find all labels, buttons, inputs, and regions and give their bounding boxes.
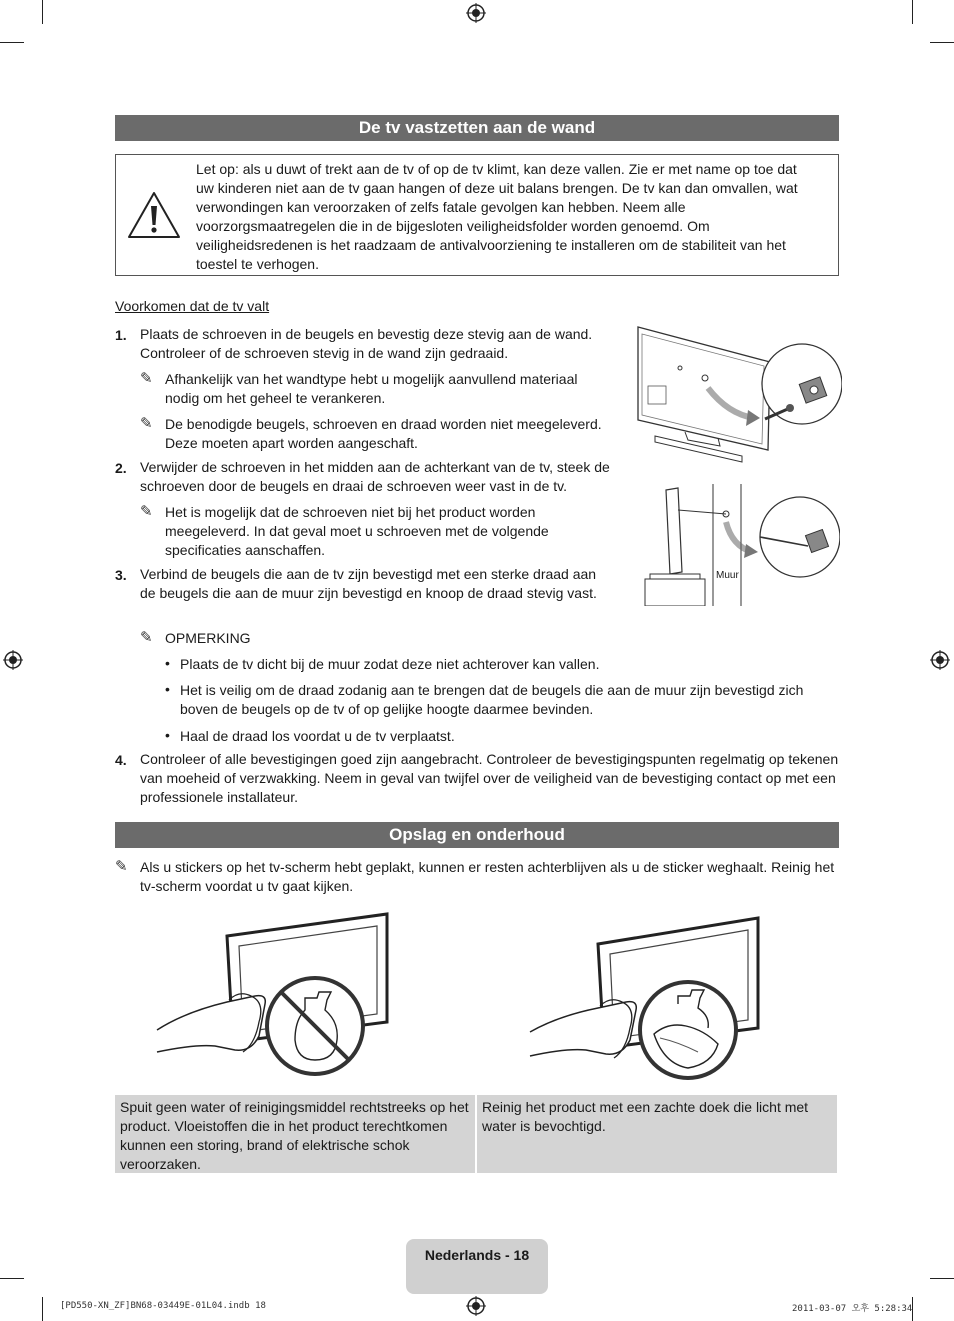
note-icon: ✎ <box>140 415 153 432</box>
note-text: Het is mogelijk dat de schroeven niet bij het product worden meegeleverd. In dat geval moet u schroeven met de volgende specificaties aanschaffen. <box>165 504 549 558</box>
note-text: Afhankelijk van het wandtype hebt u mogelijk aanvullend materiaal nodig om het geheel te verankeren. <box>165 371 578 406</box>
note-text: De benodigde beugels, schroeven en draad worden niet meegeleverd. Deze moeten apart worden aangeschaft. <box>165 416 602 451</box>
crop-mark <box>0 1278 24 1279</box>
step-text: Verbind de beugels die aan de tv zijn bevestigd met een sterke draad aan de beugels die aan de muur zijn bevestigd en knoop de draad stevig vast. <box>140 566 597 601</box>
page-label: Nederlands - 18 <box>424 1247 530 1263</box>
wall-label: Muur <box>716 570 739 581</box>
tv-wall-cord-illustration <box>640 482 840 606</box>
print-slug-right: 2011-03-07 오후 5:28:34 <box>792 1304 913 1314</box>
crop-mark <box>912 0 913 24</box>
note-icon: ✎ <box>115 858 128 875</box>
note-icon: ✎ <box>140 629 153 646</box>
sticker-note-text: Als u stickers op het tv-scherm hebt geplakt, kunnen er resten achterblijven als u de sticker weghaalt. Reinig het tv-scherm voordat u tv gaat kijken. <box>140 859 835 894</box>
bullet-icon: • <box>165 655 170 671</box>
crop-mark <box>930 1278 954 1279</box>
step-text: Verwijder de schroeven in het midden aan de achterkant van de tv, steek de schroeven door de beugels en draai de schroeven weer vast in de tv. <box>140 459 610 494</box>
section-title-wall: De tv vastzetten aan de wand <box>115 115 839 141</box>
bullet-text: Plaats de tv dicht bij de muur zodat deze niet achterover kan vallen. <box>180 656 600 672</box>
page-number-tab <box>406 1239 548 1294</box>
crop-mark <box>42 0 43 24</box>
warning-label: Let op <box>196 161 235 177</box>
step-text: Plaats de schroeven in de beugels en bevestig deze stevig aan de wand. Controleer of de schroeven stevig in de wand zijn gedraaid. <box>140 326 593 361</box>
crop-mark <box>0 42 24 43</box>
caption-text: Reinig het product met een zachte doek die licht met water is bevochtigd. <box>482 1099 809 1134</box>
tv-back-bracket-illustration <box>630 322 842 468</box>
bullet-text: Haal de draad los voordat u de tv verplaatst. <box>180 728 455 744</box>
step-number: 1. <box>115 327 127 343</box>
no-spray-illustration <box>155 912 395 1082</box>
crop-mark <box>930 42 954 43</box>
bullet-text: Het is veilig om de draad zodanig aan te brengen dat de beugels die aan de muur zijn bevestigd zich boven de beugels op de tv of op gelijke hoogte daarmee bevinden. <box>180 682 804 717</box>
damp-cloth-illustration <box>528 912 768 1084</box>
warning-box <box>115 154 839 276</box>
caption-text: Spuit geen water of reinigingsmiddel rechtstreeks op het product. Vloeistoffen die in het product terechtkomen kunnen een storing, brand of elektrische schok veroorzaken. <box>120 1099 469 1172</box>
step-number: 2. <box>115 460 127 476</box>
remark-label: OPMERKING <box>165 630 251 646</box>
caption-damp-cloth <box>477 1095 837 1173</box>
subheading-prevent-fall: Voorkomen dat de tv valt <box>115 298 270 314</box>
note-icon: ✎ <box>140 370 153 387</box>
bullet-icon: • <box>165 681 170 697</box>
warning-body: : als u duwt of trekt aan de tv of op de tv klimt, kan deze vallen. Zie er met name op toe dat uw kinderen niet aan de tv gaan hangen of deze uit balans brengen. De tv kan dan omvallen, wat verwondingen kan veroorzaken of zelfs fatale gevolgen kan hebben. Neem alle voorzorgsmaatregelen die in de bijgesloten veiligheidsfolder worden genoemd. Om veiligheidsredenen is het raadzaam de antivalvoorziening te installeren om de stabiliteit van het toestel te verhogen. <box>196 161 798 272</box>
print-slug-left: [PD550-XN_ZF]BN68-03449E-01L04.indb 18 <box>60 1301 266 1311</box>
crop-mark <box>42 1297 43 1321</box>
registration-mark-icon <box>466 3 486 23</box>
note-icon: ✎ <box>140 503 153 520</box>
registration-mark-icon <box>466 1296 486 1316</box>
step-text: Controleer of alle bevestigingen goed zijn aangebracht. Controleer de bevestigingspunten regelmatig op tekenen van moeheid of verzwakking. Neem in geval van twijfel over de veiligheid van de bevestiging contact op met een professionele installateur. <box>140 751 839 805</box>
warning-triangle-icon <box>126 190 182 240</box>
section-title-storage: Opslag en onderhoud <box>115 822 839 848</box>
registration-mark-icon <box>3 650 23 670</box>
registration-mark-icon <box>930 650 950 670</box>
caption-no-spray <box>115 1095 475 1173</box>
step-number: 3. <box>115 567 127 583</box>
warning-text <box>196 160 816 274</box>
bullet-icon: • <box>165 727 170 743</box>
step-number: 4. <box>115 752 127 768</box>
